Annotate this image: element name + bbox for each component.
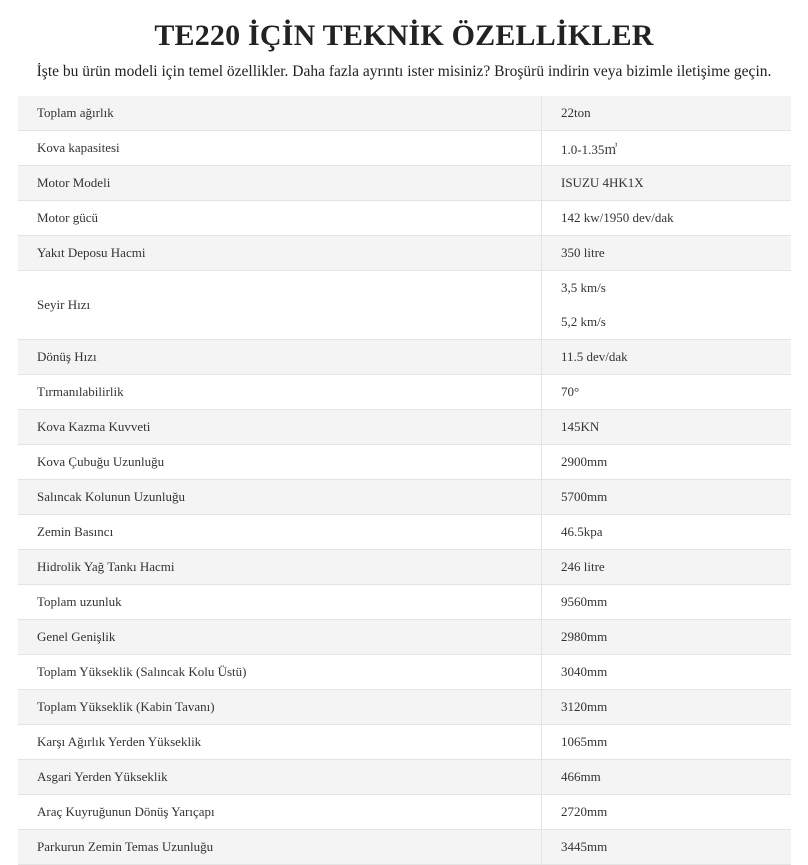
spec-value: 3445mm — [542, 830, 792, 865]
spec-row — [18, 340, 791, 375]
spec-label: Salıncak Kolunun Uzunluğu — [18, 480, 542, 515]
spec-label: Karşı Ağırlık Yerden Yükseklik — [18, 725, 542, 760]
spec-table-container — [18, 96, 791, 865]
page-subtitle: İşte bu ürün modeli için temel özellikler. Daha fazla ayrıntı ister misiniz? Broşürü indirin veya bizimle iletişime geçin. — [36, 63, 772, 80]
spec-label: Kova Çubuğu Uzunluğu — [18, 445, 542, 480]
spec-label: Zemin Basıncı — [18, 515, 542, 550]
spec-row — [18, 585, 791, 620]
spec-label: Araç Kuyruğunun Dönüş Yarıçapı — [18, 795, 542, 830]
spec-value: 466mm — [542, 760, 792, 795]
spec-value: 3120mm — [542, 690, 792, 725]
spec-value: 1065mm — [542, 725, 792, 760]
spec-row — [18, 410, 791, 445]
spec-label: Toplam uzunluk — [18, 585, 542, 620]
spec-row — [18, 201, 791, 236]
spec-value: 3040mm — [542, 655, 792, 690]
spec-row — [18, 236, 791, 271]
spec-label: Tırmanılabilirlik — [18, 375, 542, 410]
spec-label: Kova kapasitesi — [18, 131, 542, 166]
spec-row — [18, 96, 791, 131]
spec-label: Genel Genişlik — [18, 620, 542, 655]
page-title: TE220 İÇİN TEKNİK ÖZELLİKLER — [154, 19, 654, 52]
spec-value: 2720mm — [542, 795, 792, 830]
spec-value: 246 litre — [542, 550, 792, 585]
spec-table — [18, 96, 791, 865]
spec-value-line: 5,2 km/s — [561, 314, 606, 329]
spec-row — [18, 271, 791, 340]
spec-row — [18, 480, 791, 515]
spec-value: 145KN — [542, 410, 792, 445]
spec-label: Motor gücü — [18, 201, 542, 236]
spec-label: Dönüş Hızı — [18, 340, 542, 375]
spec-row — [18, 690, 791, 725]
spec-value: 11.5 dev/dak — [542, 340, 792, 375]
spec-row — [18, 655, 791, 690]
spec-row — [18, 375, 791, 410]
spec-value: 1.0-1.35㎥ — [542, 131, 792, 166]
spec-row — [18, 166, 791, 201]
spec-value-line: 3,5 km/s — [561, 280, 606, 295]
spec-row — [18, 445, 791, 480]
spec-value: 2980mm — [542, 620, 792, 655]
spec-value: 350 litre — [542, 236, 792, 271]
spec-value: ISUZU 4HK1X — [542, 166, 792, 201]
spec-label: Motor Modeli — [18, 166, 542, 201]
spec-row — [18, 550, 791, 585]
spec-value: 142 kw/1950 dev/dak — [542, 201, 792, 236]
spec-row — [18, 620, 791, 655]
spec-value: 5700mm — [542, 480, 792, 515]
spec-label: Asgari Yerden Yükseklik — [18, 760, 542, 795]
spec-row — [18, 725, 791, 760]
spec-row — [18, 760, 791, 795]
spec-row — [18, 795, 791, 830]
spec-row — [18, 515, 791, 550]
spec-label: Parkurun Zemin Temas Uzunluğu — [18, 830, 542, 865]
spec-value: 2900mm — [542, 445, 792, 480]
spec-label: Hidrolik Yağ Tankı Hacmi — [18, 550, 542, 585]
spec-row — [18, 131, 791, 166]
spec-label: Toplam Yükseklik (Kabin Tavanı) — [18, 690, 542, 725]
spec-label: Toplam ağırlık — [18, 96, 542, 131]
spec-value: 22ton — [542, 96, 792, 131]
spec-label: Kova Kazma Kuvveti — [18, 410, 542, 445]
spec-table-body — [18, 96, 791, 865]
spec-label: Seyir Hızı — [18, 271, 542, 340]
spec-value: 70° — [542, 375, 792, 410]
spec-label: Toplam Yükseklik (Salıncak Kolu Üstü) — [18, 655, 542, 690]
spec-label: Yakıt Deposu Hacmi — [18, 236, 542, 271]
spec-value: 9560mm — [542, 585, 792, 620]
spec-row — [18, 830, 791, 865]
spec-value: 46.5kpa — [542, 515, 792, 550]
spec-value — [542, 271, 792, 340]
